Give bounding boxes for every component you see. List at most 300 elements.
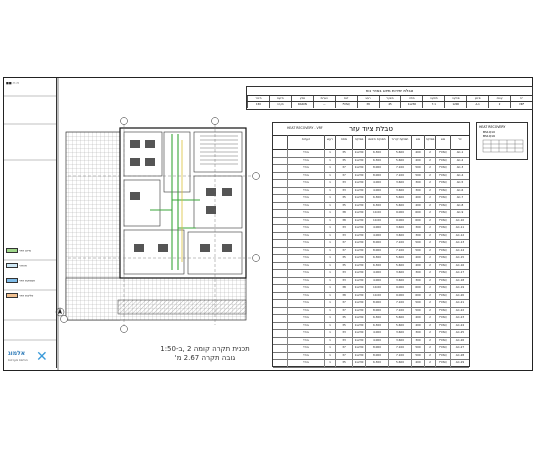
table-cell: 8.000 — [365, 247, 388, 255]
summary-value-cell: 45 — [379, 102, 401, 108]
equipment-header-cell: סוג — [411, 135, 424, 149]
equipment-table-body — [273, 149, 469, 366]
equipment-header-cell: ספיקה — [424, 135, 435, 149]
table-cell: 35 — [335, 194, 352, 202]
table-cell: 1x230 — [352, 352, 365, 360]
table-cell: AC-21 — [450, 299, 469, 307]
table-cell: 2 — [424, 269, 435, 277]
table-cell: 2 — [424, 247, 435, 255]
table-cell: 500 — [411, 307, 424, 315]
table-cell: מודל — [287, 179, 324, 187]
table-cell: 500 — [411, 352, 424, 360]
table-cell: 3.600 — [388, 179, 411, 187]
table-cell: 2 — [424, 299, 435, 307]
table-cell: מודל — [287, 232, 324, 240]
legend-swatch — [6, 263, 18, 268]
table-cell: 35 — [335, 314, 352, 322]
legend-label: אספקת אויר — [19, 278, 36, 283]
table-cell: 7.100 — [388, 352, 411, 360]
table-cell: מודל — [287, 239, 324, 247]
table-cell: 1 — [324, 359, 335, 367]
table-cell: 1x230 — [352, 254, 365, 262]
summary-value-cell: VRF — [510, 102, 532, 108]
table-cell: 38 — [335, 209, 352, 217]
table-cell: 9.000 — [388, 284, 411, 292]
table-cell: 1 — [324, 344, 335, 352]
table-cell: מודל — [287, 217, 324, 225]
table-cell: 2 — [424, 352, 435, 360]
ac-unit — [158, 244, 168, 252]
table-cell: AC-12 — [450, 232, 469, 240]
summary-value-cell: 150 — [247, 102, 269, 108]
table-cell: 4.000 — [365, 232, 388, 240]
table-cell: 2 — [424, 217, 435, 225]
table-cell: 37 — [335, 164, 352, 172]
table-cell: 4.000 — [365, 269, 388, 277]
table-cell: 400 — [411, 254, 424, 262]
table-cell: 1x230 — [352, 329, 365, 337]
table-cell: 1 — [324, 269, 335, 277]
table-cell: 5.600 — [388, 194, 411, 202]
table-cell: 1 — [324, 217, 335, 225]
table-cell: 35 — [335, 322, 352, 330]
legend-swatch — [6, 248, 18, 253]
equipment-header-cell: תפוקת חימום — [365, 135, 388, 149]
table-cell: 1x230 — [352, 187, 365, 195]
table-cell: מודל — [287, 277, 324, 285]
table-cell: 38 — [335, 217, 352, 225]
table-cell: 35 — [335, 149, 352, 157]
table-cell: מודל — [287, 247, 324, 255]
hatched-strip — [118, 300, 246, 314]
equipment-table — [272, 122, 470, 367]
plan-title: תכנית תקרה קומה 2 ,ב-1:50 — [160, 345, 250, 353]
table-cell: 400 — [411, 262, 424, 270]
summary-value-cell: 1200 — [444, 102, 466, 108]
table-cell: 1x230 — [352, 172, 365, 180]
table-cell: 33 — [335, 277, 352, 285]
summary-header-cell: יח' — [510, 96, 532, 102]
table-cell: 33 — [335, 337, 352, 345]
table-cell: 4.000 — [365, 277, 388, 285]
table-cell: FXSQ — [435, 337, 450, 345]
ac-unit — [130, 158, 140, 166]
table-cell: 1x230 — [352, 149, 365, 157]
table-cell: 1 — [324, 329, 335, 337]
table-cell: מודל — [287, 292, 324, 300]
table-cell: 2 — [424, 314, 435, 322]
table-cell: 37 — [335, 239, 352, 247]
table-cell: מודל — [287, 307, 324, 315]
table-cell: 6.300 — [365, 149, 388, 157]
table-cell: FXSQ — [435, 224, 450, 232]
table-cell: 7.100 — [388, 307, 411, 315]
table-cell: 2 — [424, 262, 435, 270]
table-cell: 500 — [411, 247, 424, 255]
building-outline — [120, 128, 246, 278]
table-cell: 1 — [324, 149, 335, 157]
table-cell: 1x230 — [352, 344, 365, 352]
table-cell: 38 — [335, 292, 352, 300]
ac-unit — [130, 192, 140, 200]
table-cell: FXSQ — [435, 149, 450, 157]
table-cell: 1 — [324, 322, 335, 330]
legend-label: מיזוג אויר — [19, 248, 31, 253]
table-cell: 2 — [424, 344, 435, 352]
table-cell: 300 — [411, 179, 424, 187]
north-arrow-icon — [56, 308, 64, 316]
plan-caption — [150, 345, 260, 363]
table-cell: 2 — [424, 209, 435, 217]
table-cell: 1x230 — [352, 322, 365, 330]
table-cell: 400 — [411, 359, 424, 367]
summary-header-cell: דגם — [335, 96, 357, 102]
table-cell: מודל — [287, 337, 324, 345]
table-cell: AC-10 — [450, 217, 469, 225]
table-cell: FXSQ — [435, 359, 450, 367]
table-cell: מודל — [287, 172, 324, 180]
table-cell: 1 — [324, 239, 335, 247]
table-cell: 8.000 — [365, 164, 388, 172]
summary-header-cell: ספק — [291, 96, 313, 102]
table-cell: 8.000 — [365, 307, 388, 315]
table-cell: 9.000 — [388, 209, 411, 217]
logo-tagline: הנדסת מערכות — [8, 358, 28, 362]
table-cell: 2 — [424, 194, 435, 202]
table-cell: 1 — [324, 157, 335, 165]
table-cell: 1 — [324, 292, 335, 300]
table-cell: 1x230 — [352, 239, 365, 247]
table-cell: 7.100 — [388, 172, 411, 180]
equipment-header-cell: סוג — [435, 135, 450, 149]
table-cell: 400 — [411, 202, 424, 210]
table-cell: מודל — [287, 254, 324, 262]
table-cell: 300 — [411, 187, 424, 195]
table-cell: 8.000 — [365, 239, 388, 247]
table-cell: 2 — [424, 157, 435, 165]
table-cell: AC-22 — [450, 307, 469, 315]
table-cell: 3.600 — [388, 337, 411, 345]
table-cell: 1x230 — [352, 224, 365, 232]
table-cell: 1x230 — [352, 157, 365, 165]
table-cell: 1x230 — [352, 164, 365, 172]
legend-item — [6, 293, 54, 298]
table-cell: FXSQ — [435, 187, 450, 195]
summary-header-cell: מיקום — [269, 96, 291, 102]
legend — [4, 78, 57, 368]
table-cell: AC-18 — [450, 277, 469, 285]
table-cell: FXSQ — [435, 299, 450, 307]
table-cell: AC-8 — [450, 202, 469, 210]
table-cell: 1x230 — [352, 337, 365, 345]
table-cell: מודל — [287, 202, 324, 210]
table-cell: AC-28 — [450, 352, 469, 360]
table-cell: AC-4 — [450, 172, 469, 180]
table-cell: מודל — [287, 194, 324, 202]
table-cell: 2 — [424, 322, 435, 330]
table-cell: 1x230 — [352, 209, 365, 217]
table-cell: 1x230 — [352, 284, 365, 292]
table-cell: 1 — [324, 284, 335, 292]
ac-unit — [200, 244, 210, 252]
table-cell: 33 — [335, 232, 352, 240]
table-cell: FXSQ — [435, 202, 450, 210]
table-cell: 2 — [424, 254, 435, 262]
table-cell: מודל — [287, 269, 324, 277]
table-cell: 5.600 — [388, 314, 411, 322]
table-cell: 37 — [335, 344, 352, 352]
table-cell: 300 — [411, 224, 424, 232]
summary-table-title: טבלת יחידות מיזוג באויר נוח — [365, 88, 414, 93]
table-cell: AC-16 — [450, 262, 469, 270]
table-cell: 400 — [411, 194, 424, 202]
table-cell: 1x230 — [352, 179, 365, 187]
table-cell: 1x230 — [352, 359, 365, 367]
table-cell: AC-9 — [450, 209, 469, 217]
summary-value-cell: DAIKIN — [291, 102, 313, 108]
heat-recovery-block — [476, 122, 528, 160]
table-cell: AC-7 — [450, 194, 469, 202]
table-cell: 300 — [411, 277, 424, 285]
table-cell: 500 — [411, 344, 424, 352]
table-cell: 1 — [324, 209, 335, 217]
legend-label: פליטת אויר — [19, 293, 34, 298]
table-cell: 33 — [335, 329, 352, 337]
table-cell: 6.300 — [365, 194, 388, 202]
table-cell: FXSQ — [435, 307, 450, 315]
table-cell: AC-23 — [450, 314, 469, 322]
hr-block-line: BS1Q10 — [483, 130, 495, 134]
table-cell: FXSQ — [435, 262, 450, 270]
equipment-table-header — [273, 135, 469, 150]
table-cell: 5.600 — [388, 202, 411, 210]
table-cell: 2 — [424, 359, 435, 367]
table-cell: 5.600 — [388, 254, 411, 262]
table-cell: 1 — [324, 194, 335, 202]
table-cell: 1x230 — [352, 277, 365, 285]
ac-unit — [130, 140, 140, 148]
table-cell: AC-29 — [450, 359, 469, 367]
table-cell: 1 — [324, 352, 335, 360]
table-cell: 1 — [324, 254, 335, 262]
table-cell: AC-1 — [450, 149, 469, 157]
table-cell: 6.300 — [365, 314, 388, 322]
table-cell: מודל — [287, 209, 324, 217]
table-cell: 10.00 — [365, 284, 388, 292]
summary-header-cell: הערות — [313, 96, 335, 102]
table-cell: 4.000 — [365, 329, 388, 337]
table-cell: מודל — [287, 149, 324, 157]
table-cell: FXSQ — [435, 179, 450, 187]
table-cell: 38 — [335, 284, 352, 292]
table-cell: FXSQ — [435, 239, 450, 247]
table-cell: 4.000 — [365, 224, 388, 232]
summary-value-cell: A-1 — [466, 102, 488, 108]
logo-name: אלמוג — [8, 350, 26, 357]
table-cell: 8.000 — [365, 352, 388, 360]
floor-plan — [56, 118, 260, 333]
ac-unit — [206, 188, 216, 196]
table-cell: 1 — [324, 299, 335, 307]
table-cell: FXSQ — [435, 352, 450, 360]
table-cell: 33 — [335, 224, 352, 232]
table-cell: 3.600 — [388, 269, 411, 277]
table-cell: 33 — [335, 269, 352, 277]
table-cell: מודל — [287, 322, 324, 330]
table-cell: AC-17 — [450, 269, 469, 277]
table-cell: 33 — [335, 179, 352, 187]
table-cell: FXSQ — [435, 322, 450, 330]
table-cell: מודל — [287, 344, 324, 352]
table-cell: FXSQ — [435, 344, 450, 352]
legend-item — [6, 248, 54, 253]
table-cell: 1x230 — [352, 232, 365, 240]
equipment-header-cell: יח' — [450, 135, 469, 149]
table-cell: 5.600 — [388, 157, 411, 165]
table-cell: 2 — [424, 149, 435, 157]
table-cell: 1 — [324, 337, 335, 345]
summary-table-values — [247, 101, 532, 108]
table-cell: AC-3 — [450, 164, 469, 172]
table-cell: 1x230 — [352, 247, 365, 255]
table-cell: 1x230 — [352, 269, 365, 277]
table-cell: מודל — [287, 359, 324, 367]
table-cell: 2 — [424, 179, 435, 187]
summary-value-cell: 2 — [488, 102, 510, 108]
table-cell: 1 — [324, 187, 335, 195]
table-cell: AC-6 — [450, 187, 469, 195]
company-logo — [6, 346, 54, 366]
table-cell: 35 — [335, 262, 352, 270]
table-cell: FXSQ — [435, 269, 450, 277]
summary-value-cell: תקרה — [269, 102, 291, 108]
table-cell: 1 — [324, 247, 335, 255]
table-cell: AC-11 — [450, 224, 469, 232]
table-cell: 3.600 — [388, 232, 411, 240]
table-cell: 7.100 — [388, 164, 411, 172]
table-cell: 400 — [411, 149, 424, 157]
table-cell: 1x230 — [352, 202, 365, 210]
table-cell: 2 — [424, 202, 435, 210]
table-cell: 10.00 — [365, 209, 388, 217]
ac-unit — [206, 206, 216, 214]
table-cell: FXSQ — [435, 314, 450, 322]
table-cell: 7.100 — [388, 299, 411, 307]
table-cell: FXSQ — [435, 277, 450, 285]
table-cell: מודל — [287, 262, 324, 270]
legend-swatch — [6, 293, 18, 298]
table-cell: 5.600 — [388, 262, 411, 270]
table-cell: 2 — [424, 224, 435, 232]
table-cell: 8.000 — [365, 344, 388, 352]
table-cell: 1 — [324, 262, 335, 270]
table-cell: 3.600 — [388, 329, 411, 337]
plan-ceiling-height: גובה תקרה 2.67 מ' — [174, 354, 236, 362]
legend-header: ■■ ▭ ▭ — [6, 82, 20, 85]
table-cell: 1 — [324, 232, 335, 240]
table-cell: 1x230 — [352, 292, 365, 300]
table-cell: 1 — [324, 172, 335, 180]
ac-unit — [222, 244, 232, 252]
table-cell: 2 — [424, 292, 435, 300]
table-cell: FXSQ — [435, 254, 450, 262]
equipment-header-cell: רעש — [324, 135, 335, 149]
table-cell: AC-5 — [450, 179, 469, 187]
table-cell: 10.00 — [365, 292, 388, 300]
table-cell: FXSQ — [435, 217, 450, 225]
table-cell: 5.600 — [388, 359, 411, 367]
summary-value-cell: 1x230 — [400, 102, 422, 108]
table-cell: 1x230 — [352, 299, 365, 307]
summary-header-cell: חיבור — [247, 96, 269, 102]
table-cell: 5.600 — [388, 149, 411, 157]
table-cell: 1 — [324, 277, 335, 285]
table-cell: 2 — [424, 307, 435, 315]
table-cell: 1 — [324, 314, 335, 322]
table-cell: 1x230 — [352, 194, 365, 202]
hr-block-title: HEAT RECOVERY — [479, 125, 506, 129]
table-cell: 35 — [335, 254, 352, 262]
table-cell: FXSQ — [435, 284, 450, 292]
table-cell: 5.600 — [388, 322, 411, 330]
table-cell: 1 — [324, 179, 335, 187]
table-cell: מודל — [287, 299, 324, 307]
table-cell: 37 — [335, 172, 352, 180]
table-cell: 7.100 — [388, 239, 411, 247]
legend-swatch — [6, 278, 18, 283]
summary-header-cell: סימון — [466, 96, 488, 102]
equipment-header-cell: מתח — [335, 135, 352, 149]
table-cell: 8.000 — [365, 299, 388, 307]
equipment-header-cell: ספיקה — [352, 135, 365, 149]
summary-header-cell: ספיקה — [444, 96, 466, 102]
table-cell: 1 — [324, 202, 335, 210]
table-cell: 35 — [335, 359, 352, 367]
table-cell: 6.300 — [365, 359, 388, 367]
table-cell: 33 — [335, 187, 352, 195]
table-cell: 37 — [335, 307, 352, 315]
table-cell: 600 — [411, 292, 424, 300]
table-cell: FXSQ — [435, 209, 450, 217]
table-cell: 300 — [411, 232, 424, 240]
ac-unit — [145, 140, 155, 148]
table-cell: 300 — [411, 329, 424, 337]
table-cell: מודל — [287, 352, 324, 360]
table-cell: 1x230 — [352, 314, 365, 322]
table-cell: AC-24 — [450, 322, 469, 330]
summary-header-cell: מתח — [400, 96, 422, 102]
summary-header-cell: רעש — [357, 96, 379, 102]
legend-item — [6, 263, 54, 268]
table-cell: 2 — [424, 232, 435, 240]
equipment-table-title: טבלת ציוד עזר — [273, 123, 469, 136]
table-cell: מודל — [287, 187, 324, 195]
table-cell: מודל — [287, 224, 324, 232]
ac-unit — [145, 158, 155, 166]
table-cell: מודל — [287, 314, 324, 322]
table-cell: 600 — [411, 217, 424, 225]
table-cell: FXSQ — [435, 232, 450, 240]
table-cell: 37 — [335, 247, 352, 255]
equipment-table-subtitle: HEAT RECOVERY - VRF — [287, 126, 323, 130]
table-cell: 3.600 — [388, 224, 411, 232]
summary-header-cell: משקל — [379, 96, 401, 102]
table-cell: 2 — [424, 329, 435, 337]
table-cell: AC-26 — [450, 337, 469, 345]
table-cell: 3.600 — [388, 187, 411, 195]
table-cell: AC-19 — [450, 284, 469, 292]
table-cell: 9.000 — [388, 292, 411, 300]
